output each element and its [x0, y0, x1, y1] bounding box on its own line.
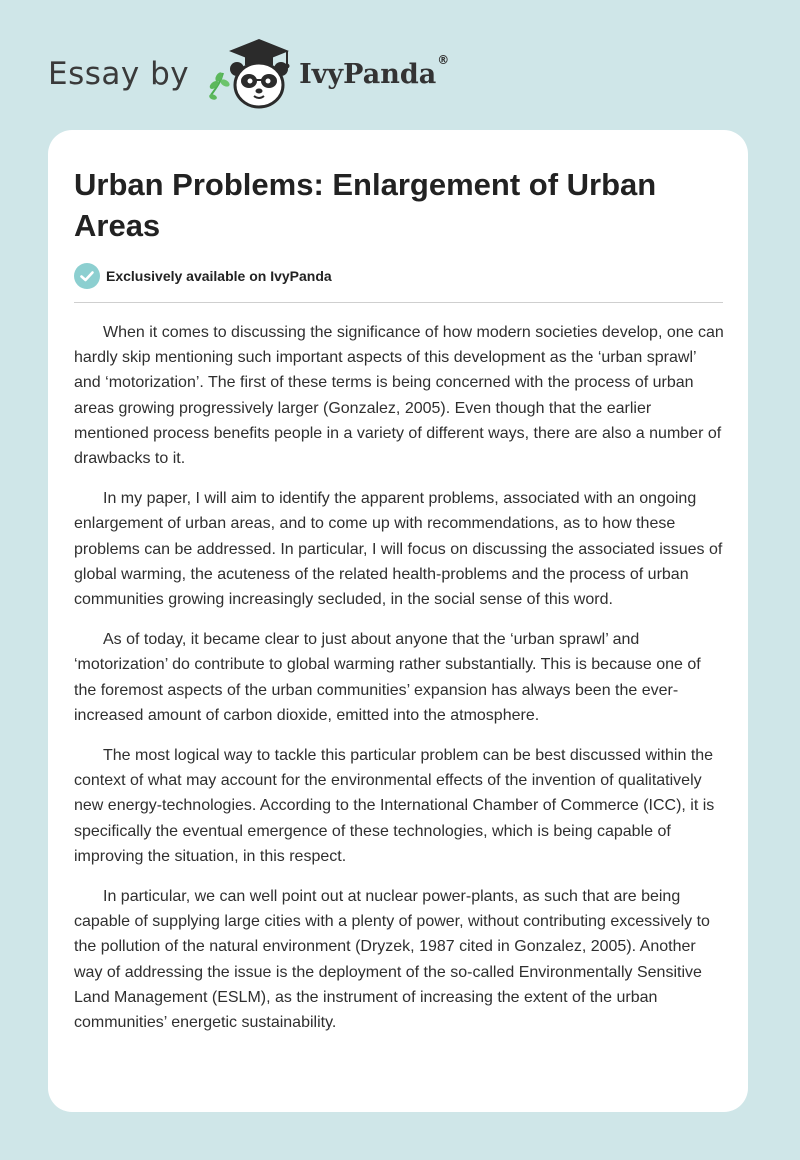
exclusive-label: Exclusively available on IvyPanda — [106, 268, 332, 284]
essay-body — [74, 320, 724, 1050]
divider — [74, 302, 723, 303]
check-circle-icon — [74, 263, 100, 289]
essay-by-label: Essay by — [48, 56, 190, 92]
exclusive-badge — [74, 263, 332, 289]
panda-graduate-icon — [203, 37, 295, 111]
essay-card — [48, 130, 748, 1112]
brand-name — [299, 52, 450, 90]
paragraph-5: In particular, we can well point out at nuclear power-plants, as such that are being capable of supplying large cities with a plenty of power, without contributing excessively to the pollution of the natural environment (Dryzek, 1987 cited in Gonzalez, 2005). Another way of addressing the issue is the deployment of the so-called Environmentally Sensitive Land Management (ESLM), as the instrument of increasing the extent of the urban communities’ energetic sustainability. — [74, 888, 710, 1032]
paragraph-3: As of today, it became clear to just about anyone that the ‘urban sprawl’ and ‘motorization’ do contribute to global warming rather substantially. This is because one of the foremost aspects of the urban communities’ expansion has always been the ever-increased amount of carbon dioxide, emitted into the atmosphere. — [74, 631, 701, 724]
brand-name-text: IvyPanda — [299, 58, 437, 90]
registered-mark: ® — [437, 52, 450, 67]
paragraph-2: In my paper, I will aim to identify the apparent problems, associated with an ongoing enlargement of urban areas, and to come up with recommendations, as to how these problems can be addressed. In particular, I will focus on discussing the associated issues of global warming, the acuteness of the related health-problems and the process of urban communities growing increasingly secluded, in the social sense of this word. — [74, 490, 723, 609]
paragraph-1: When it comes to discussing the significance of how modern societies develop, one can hardly skip mentioning such important aspects of this development as the ‘urban sprawl’ and ‘motorization’. The first of these terms is being concerned with the process of urban areas growing progressively larger (Gonzalez, 2005). Even though that the earlier mentioned process benefits people in a variety of different ways, there are also a number of drawbacks to it. — [74, 324, 724, 468]
paragraph-4: The most logical way to tackle this particular problem can be best discussed within the context of what may account for the environmental effects of the invention of qualitatively new energy-technologies. According to the International Chamber of Commerce (ICC), it is specifically the eventual emergence of these technologies, which is being capable of improving the situation, in this respect. — [74, 747, 715, 865]
essay-title: Urban Problems: Enlargement of Urban Areas — [74, 167, 657, 243]
site-header — [48, 34, 449, 114]
